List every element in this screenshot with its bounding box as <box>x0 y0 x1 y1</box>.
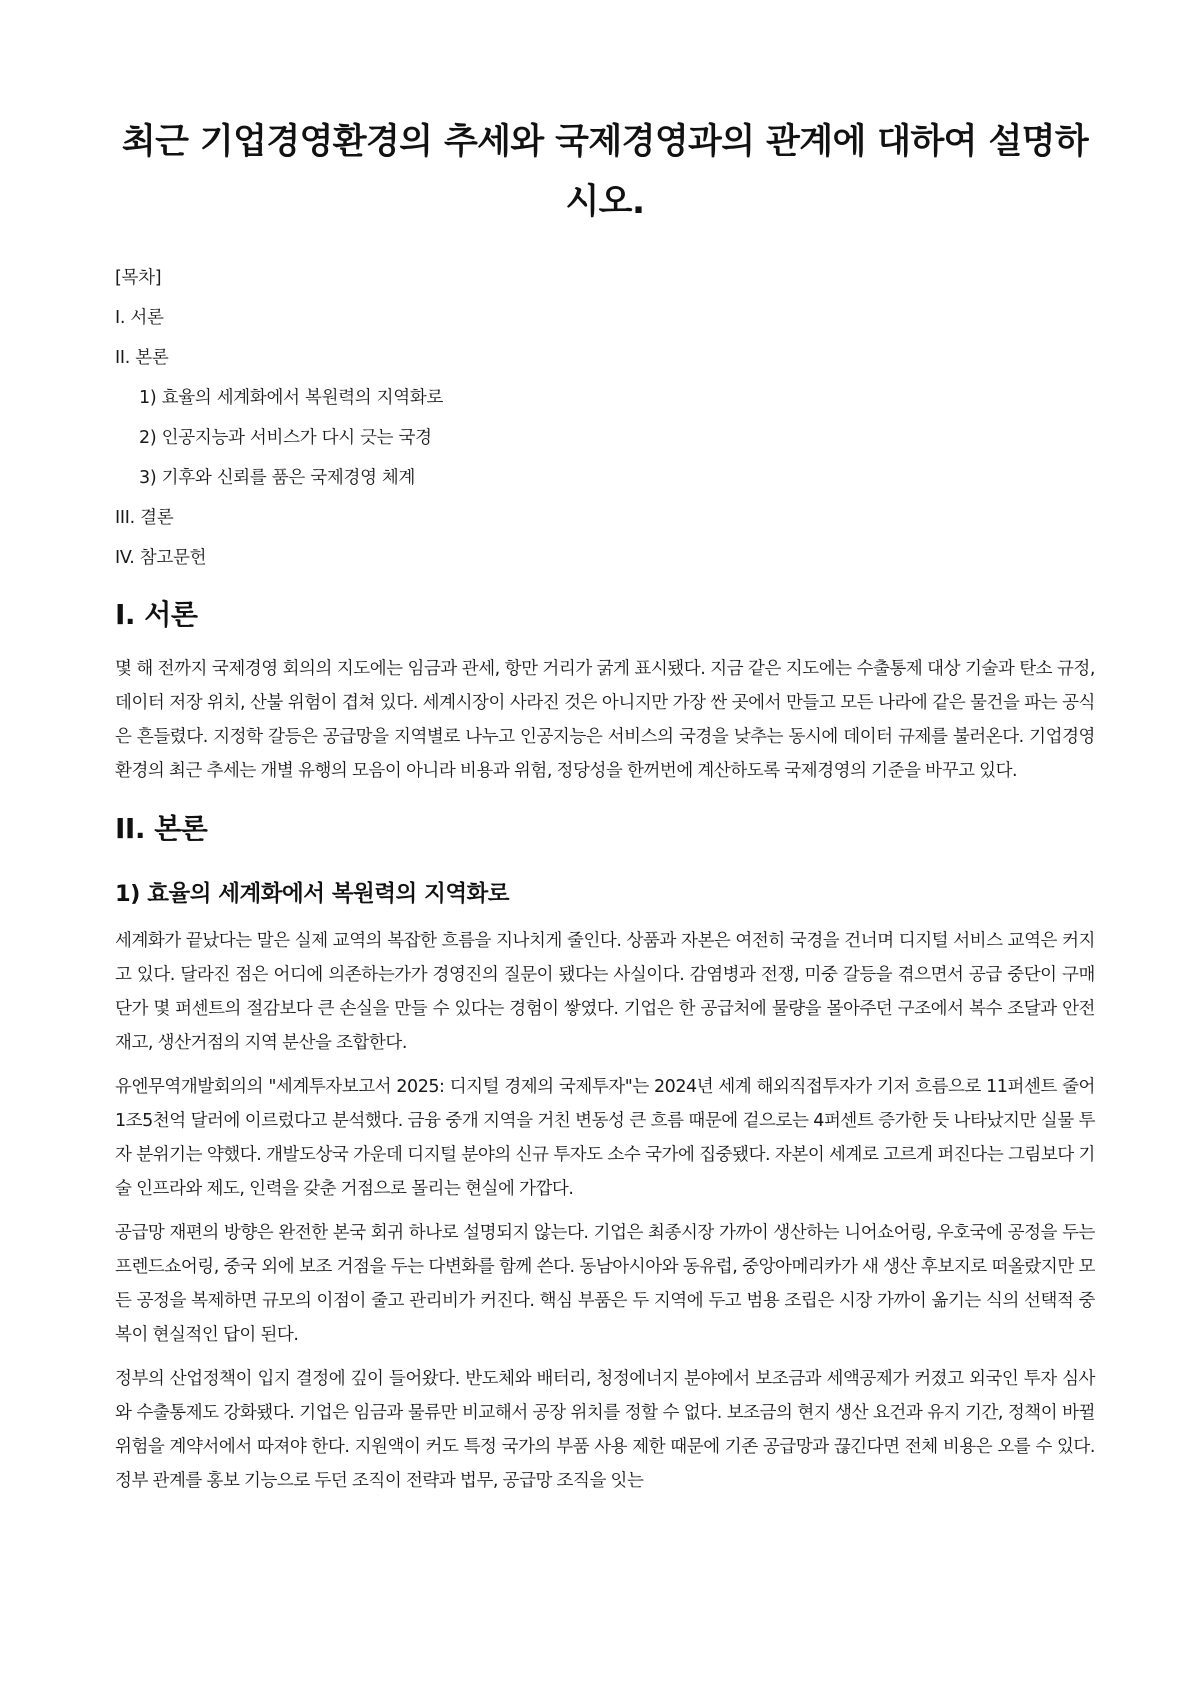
subsection-heading-1: 1) 효율의 세계화에서 복원력의 지역화로 <box>115 881 510 907</box>
toc-item: II. 본론 <box>115 348 169 368</box>
section-heading-intro: I. 서론 <box>115 598 198 631</box>
body-paragraph: 정부의 산업정책이 입지 결정에 깊이 들어왔다. 반도체와 배터리, 청정에너지 분야에서 보조금과 세액공제가 커졌고 외국인 투자 심사와 수출통제도 강화됐다. 기업은 임금과 물류만 비교해서 공장 위치를 정할 수 없다. 보조금의 현지 생산 요건과 유지 기간, 정책이 바뀔 위험을 계약서에서 따져야 한다. 지원액이 커도 특정 국가의 부품 사용 제한 때문에 기존 공급망과 끊긴다면 전체 비용은 오를 수 있다. 정부 관계를 홍보 기능으로 두던 조직이 전략과 법무, 공급망 조직을 잇는 <box>115 1369 1095 1491</box>
table-of-contents <box>115 266 1095 570</box>
toc-item: I. 서론 <box>115 308 164 328</box>
toc-subitem: 3) 기후와 신뢰를 품은 국제경영 체계 <box>139 468 416 488</box>
toc-item: III. 결론 <box>115 508 174 528</box>
document-title: 최근 기업경영환경의 추세와 국제경영과의 관계에 대하여 설명하시오. <box>121 122 1089 222</box>
section-heading-body: II. 본론 <box>115 812 208 845</box>
body-paragraph: 세계화가 끝났다는 말은 실제 교역의 복잡한 흐름을 지나치게 줄인다. 상품과 자본은 여전히 국경을 건너며 디지털 서비스 교역은 커지고 있다. 달라진 점은 어디에 의존하는가가 경영진의 질문이 됐다는 사실이다. 감염병과 전쟁, 미중 갈등을 겪으면서 공급 중단이 구매단가 몇 퍼센트의 절감보다 큰 손실을 만들 수 있다는 경험이 쌓였다. 기업은 한 공급처에 물량을 몰아주던 구조에서 복수 조달과 안전재고, 생산거점의 지역 분산을 조합한다. <box>115 931 1095 1053</box>
toc-subitem: 2) 인공지능과 서비스가 다시 긋는 국경 <box>139 428 432 448</box>
toc-heading: [목차] <box>115 268 162 288</box>
body-paragraph: 유엔무역개발회의의 "세계투자보고서 2025: 디지털 경제의 국제투자"는 2024년 세계 해외직접투자가 기저 흐름으로 11퍼센트 줄어 1조5천억 달러에 이르렀다고 분석했다. 금융 중개 지역을 거친 변동성 큰 흐름 때문에 겉으로는 4퍼센트 증가한 듯 나타났지만 실물 투자 분위기는 약했다. 개발도상국 가운데 디지털 분야의 신규 투자도 소수 국가에 집중됐다. 자본이 세계로 고르게 퍼진다는 그림보다 기술 인프라와 제도, 인력을 갖춘 거점으로 몰리는 현실에 가깝다. <box>115 1077 1095 1199</box>
toc-item: IV. 참고문헌 <box>115 548 207 568</box>
body-paragraph: 공급망 재편의 방향은 완전한 본국 회귀 하나로 설명되지 않는다. 기업은 최종시장 가까이 생산하는 니어쇼어링, 우호국에 공정을 두는 프렌드쇼어링, 중국 외에 보조 거점을 두는 다변화를 함께 쓴다. 동남아시아와 동유럽, 중앙아메리카가 새 생산 후보지로 떠올랐지만 모든 공정을 복제하면 규모의 이점이 줄고 관리비가 커진다. 핵심 부품은 두 지역에 두고 범용 조립은 시장 가까이 옮기는 식의 선택적 중복이 현실적인 답이 된다. <box>115 1223 1095 1345</box>
toc-subitem: 1) 효율의 세계화에서 복원력의 지역화로 <box>139 388 444 408</box>
intro-paragraph: 몇 해 전까지 국제경영 회의의 지도에는 임금과 관세, 항만 거리가 굵게 표시됐다. 지금 같은 지도에는 수출통제 대상 기술과 탄소 규정, 데이터 저장 위치, 산불 위험이 겹쳐 있다. 세계시장이 사라진 것은 아니지만 가장 싼 곳에서 만들고 모든 나라에 같은 물건을 파는 공식은 흔들렸다. 지정학 갈등은 공급망을 지역별로 나누고 인공지능은 서비스의 국경을 낮추는 동시에 데이터 규제를 불러온다. 기업경영환경의 최근 추세는 개별 유행의 모음이 아니라 비용과 위험, 정당성을 한꺼번에 계산하도록 국제경영의 기준을 바꾸고 있다. <box>115 659 1095 781</box>
